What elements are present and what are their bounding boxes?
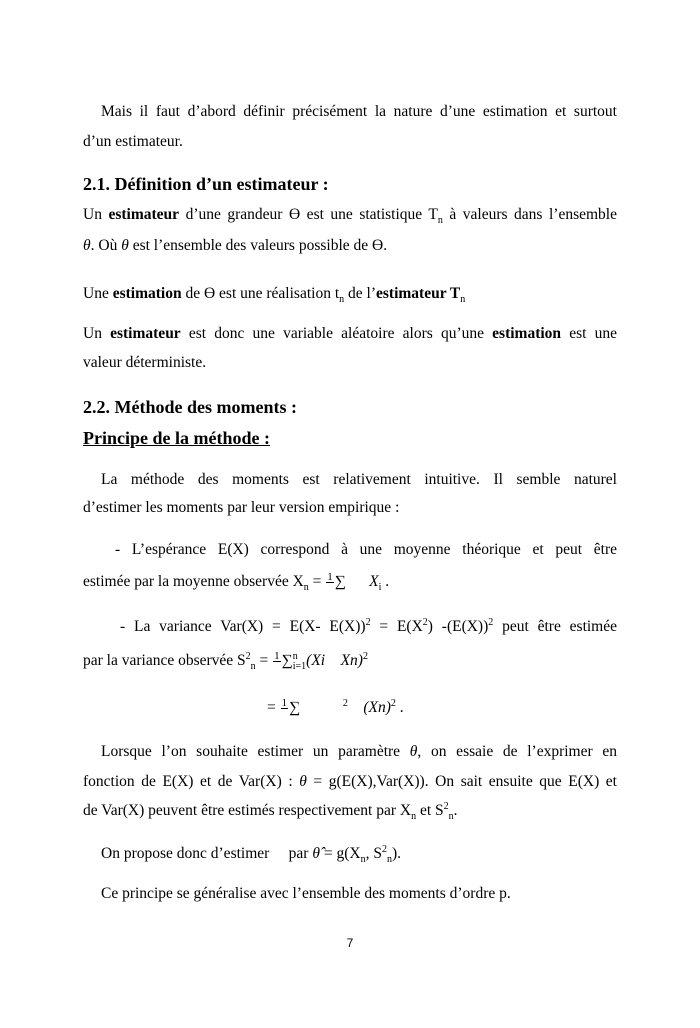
page-number: 7: [346, 936, 354, 950]
fraction-one-over-n: 1: [274, 650, 280, 662]
definition-line-1: Un estimateur d’une grandeur ϴ est une statistique $T_n$ à valeurs dans l’ensemble: [83, 206, 617, 227]
generalization-line: Ce principe se généralise avec l’ensemble des moments d’ordre p.: [101, 885, 511, 902]
bullet-variance-line-1: - La variance Var(X) = E(X- $E(X))^2 = E(X^2)$ $-(E(X))^2$ peut être estimée: [120, 616, 617, 635]
bullet-expectation-line-1: - L’espérance E(X) correspond à une moyenne théorique et peut être: [115, 541, 617, 558]
parameter-para-line-3: de Var(X) peuvent être estimés respectivement par $X_n$ et $S^2_n$.: [83, 800, 458, 823]
section-2-2-heading: 2.2. Méthode des moments :: [83, 397, 297, 417]
section-2-1-heading: 2.1. Définition d’un estimateur :: [83, 174, 329, 194]
estimator-vs-estimation-line-1: Un estimateur est donc une variable aléatoire alors qu’une estimation est une: [83, 325, 617, 342]
parameter-para-line-1: Lorsque l’on souhaite estimer un paramètre θ, on essaie de l’exprimer en: [101, 743, 617, 760]
intro-line-2: d’un estimateur.: [83, 133, 183, 150]
bullet-variance-line-2: par la variance observée $S^2_n$ = 1 ∑ n i=1 (Xi Xn)$^2$: [83, 650, 368, 673]
proposal-line: On propose donc d’estimer par θ̂ = $g(X_n$, $S^2_n$).: [101, 843, 402, 866]
estimation-definition: Une estimation de ϴ est une réalisation $t_n$ de l’estimateur $T_n$: [83, 285, 466, 306]
fraction-one-over-n: 1: [281, 697, 288, 709]
moments-intro-line-2: d’estimer les moments par leur version empirique :: [83, 499, 400, 516]
principle-subheading: Principe de la méthode :: [83, 428, 270, 448]
definition-line-2: θ. Où θ est l’ensemble des valeurs possible de ϴ.: [83, 237, 388, 254]
variance-equation: = 1 ∑ $^2$ $(Xn)^2$ .: [267, 698, 467, 719]
moments-intro-line-1: La méthode des moments est relativement intuitive. Il semble naturel: [101, 471, 617, 488]
intro-line-1: Mais il faut d’abord définir précisément la nature d’une estimation et surtout: [101, 103, 617, 120]
bullet-expectation-line-2: estimée par la moyenne observée $X_n$ = 1 ∑ $X_i$ .: [83, 571, 390, 594]
fraction-one-over-n: 1: [327, 571, 333, 583]
parameter-para-line-2: fonction de E(X) et de Var(X) : θ = g(E(X),Var(X)). On sait ensuite que E(X) et: [83, 773, 617, 790]
estimator-vs-estimation-line-2: valeur déterministe.: [83, 354, 207, 371]
